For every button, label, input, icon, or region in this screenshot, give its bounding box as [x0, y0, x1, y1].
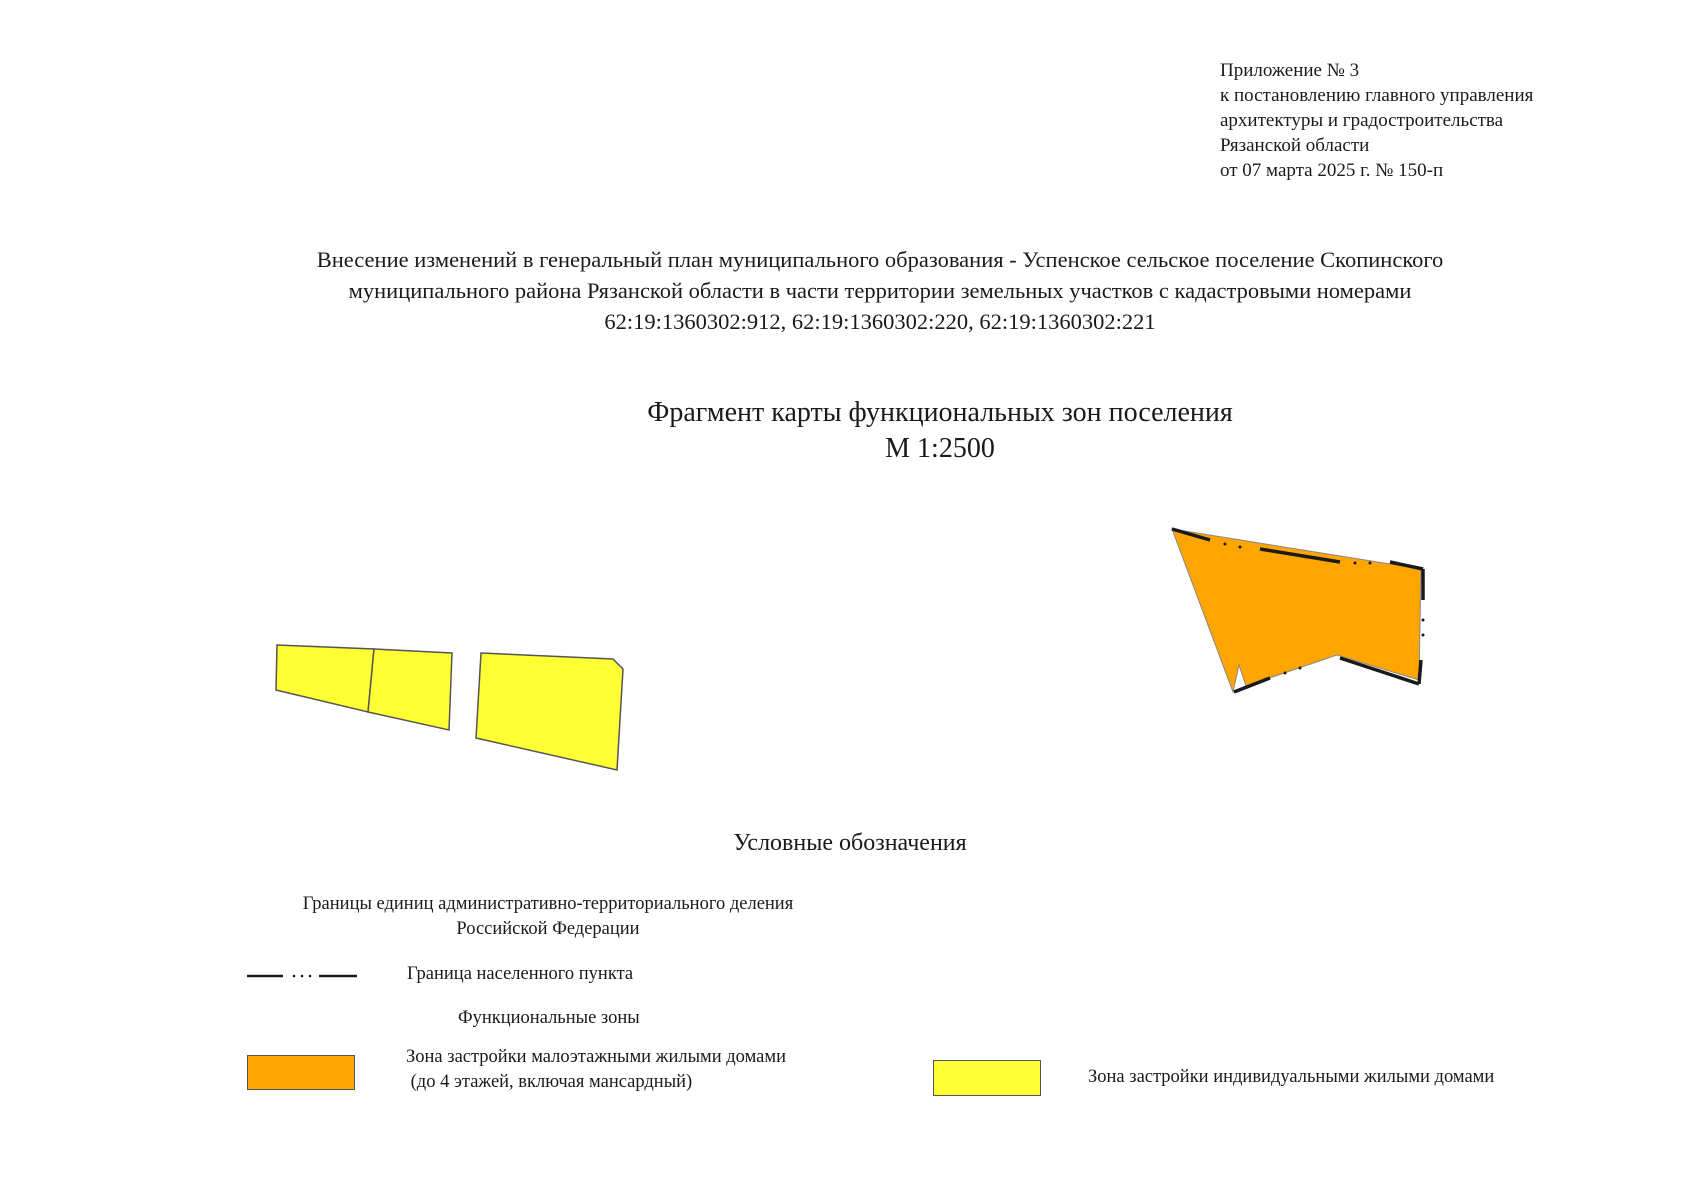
legend-lowrise-label: [406, 1045, 786, 1095]
document-title-line: 62:19:1360302:912, 62:19:1360302:220, 62:19:1360302:221: [604, 309, 1156, 334]
legend-individual-label: Зона застройки индивидуальными жилыми домами: [1088, 1067, 1495, 1087]
document-title-line: Внесение изменений в генеральный план муниципального образования - Успенское сельское поселение Скопинского: [316, 247, 1444, 272]
parcel-yellow-3: [476, 653, 623, 770]
legend-admin-boundary: [248, 892, 848, 942]
legend-admin-line: Границы единиц административно-территориального деления: [302, 894, 794, 914]
legend-individual-swatch: [933, 1060, 1041, 1096]
parcel-yellow-1: [276, 645, 374, 712]
appendix-line: к постановлению главного управления: [1220, 85, 1534, 106]
appendix-line: Рязанской области: [1220, 135, 1370, 156]
appendix-line: Приложение № 3: [1220, 60, 1360, 81]
legend-lowrise-line: (до 4 этажей, включая мансардный): [406, 1072, 693, 1092]
appendix-line: архитектуры и градостроительства: [1220, 110, 1504, 131]
legend-lowrise-swatch: [247, 1055, 355, 1090]
legend-settlement-line-icon: [247, 970, 357, 982]
legend-functional-zones: Функциональные зоны: [458, 1008, 640, 1028]
legend-settlement-label: Граница населенного пункта: [407, 964, 634, 984]
legend-title: Условные обозначения: [733, 830, 967, 856]
parcel-yellow-2: [368, 649, 452, 730]
legend-lowrise-line: Зона застройки малоэтажными жилыми домами: [406, 1047, 786, 1067]
appendix-line: от 07 марта 2025 г. № 150-п: [1220, 160, 1444, 181]
legend-admin-line: Российской Федерации: [456, 919, 640, 939]
document-title-line: муниципального района Рязанской области в части территории земельных участков с кадастровыми номерами: [348, 278, 1412, 303]
map-scale: М 1:2500: [885, 433, 995, 464]
map-title-line: Фрагмент карты функциональных зон поселения: [647, 397, 1233, 428]
